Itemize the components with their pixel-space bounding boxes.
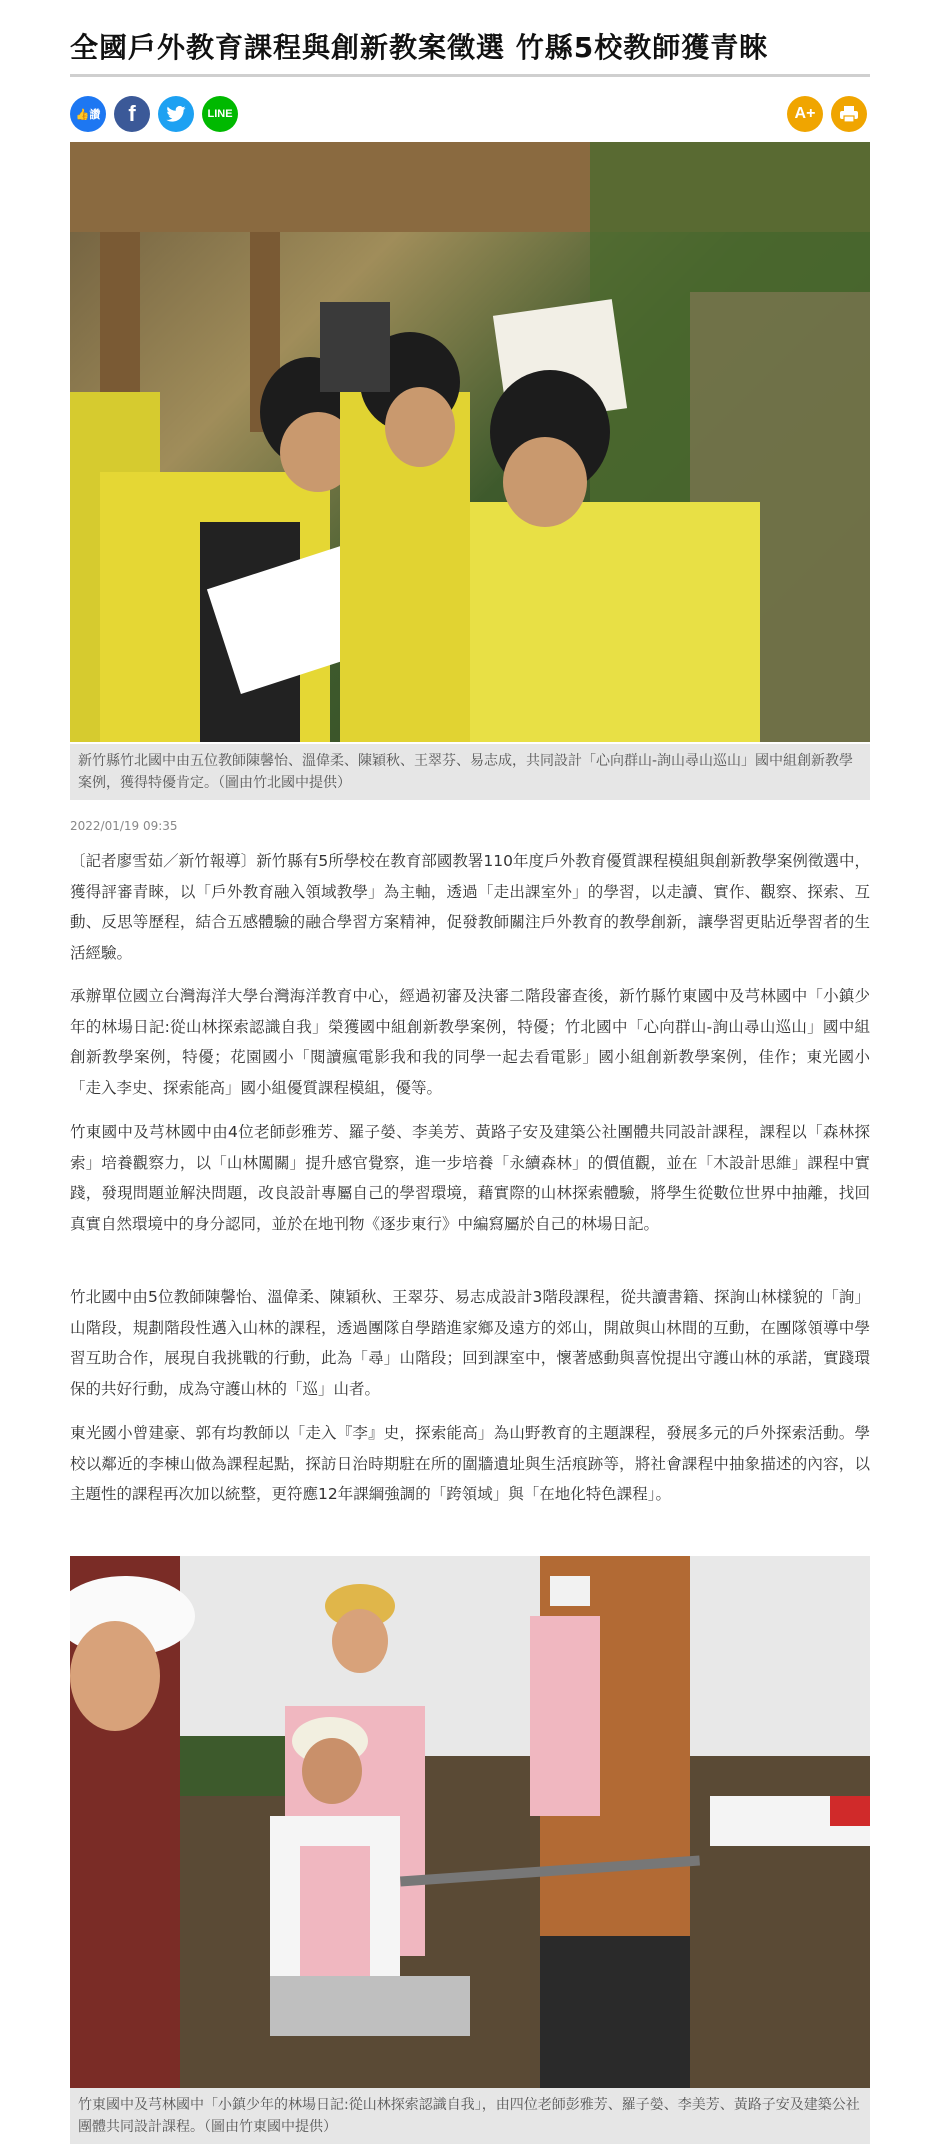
like-button[interactable]: 👍 讚: [70, 96, 106, 132]
twitter-icon: [166, 106, 186, 122]
printer-icon: [839, 105, 859, 123]
article-paragraph: 竹東國中及芎林國中由4位老師彭雅芳、羅子嫈、李美芳、黃路子安及建築公社團體共同設計課程，課程以「森林探索」培養觀察力，以「山林闖關」提升感官覺察，進一步培養「永續森林」的價值觀，並在「木設計思維」課程中實踐，發現問題並解決問題，改良設計專屬自己的學習環境，藉實際的山林探索體驗，將學生從數位世界中抽離，找回真實自然環境中的身分認同，並於在地刊物《逐步東行》中編寫屬於自己的林場日記。: [70, 1123, 870, 1233]
article-title: 全國戶外教育課程與創新教案徵選 竹縣5校教師獲青睞: [70, 31, 769, 64]
article-paragraph: 〔記者廖雪茹／新竹報導〕新竹縣有5所學校在教育部國教署110年度戶外教育優質課程模組與創新教學案例徵選中，獲得評審青睞，以「戶外教育融入領域教學」為主軸，透過「走出課室外」的學習，以走讀、實作、觀察、探索、互動、反思等歷程，結合五感體驗的融合學習方案精神，促發教師關注戶外教育的教學創新，讓學習更貼近學習者的生活經驗。: [70, 852, 870, 962]
line-share-button[interactable]: [202, 96, 238, 132]
article-paragraph: 承辦單位國立台灣海洋大學台灣海洋教育中心，經過初審及決審二階段審查後，新竹縣竹東國中及芎林國中「小鎮少年的林場日記:從山林探索認識自我」榮獲國中組創新教學案例，特優；竹北國中「心向群山-詢山尋山巡山」國中組創新教學案例，特優；花園國小「閱讀瘋電影我和我的同學一起去看電影」國小組創新教學案例，佳作；東光國小「走入李史、探索能高」國小組優質課程模組，優等。: [70, 987, 870, 1097]
photo-caption: 竹東國中及芎林國中「小鎮少年的林場日記:從山林探索認識自我」，由四位老師彭雅芳、羅子嫈、李美芳、黃路子安及建築公社團體共同設計課程。（圖由竹東國中提供）: [70, 2088, 870, 2144]
title-divider: [70, 74, 870, 77]
photo-caption: 新竹縣竹北國中由五位教師陳馨怡、溫偉柔、陳穎秋、王翠芬、易志成，共同設計「心向群山-詢山尋山巡山」國中組創新教學案例，獲得特優肯定。（圖由竹北國中提供）: [70, 744, 870, 800]
article-paragraph: 竹北國中由5位教師陳馨怡、溫偉柔、陳穎秋、王翠芬、易志成設計3階段課程，從共讀書籍、探詢山林樣貌的「詢」山階段，規劃階段性邁入山林的課程，透過團隊自學踏進家鄉及遠方的郊山，開啟與山林間的互動，在團隊領導中學習互助合作，展現自我挑戰的行動，此為「尋」山階段；回到課室中，懷著感動與喜悅提出守護山林的承諾，實踐環保的共好行動，成為守護山林的「巡」山者。: [70, 1288, 870, 1398]
article-paragraph: 東光國小曾建豪、郭有均教師以「走入『李』史，探索能高」為山野教育的主題課程，發展多元的戶外探索活動。學校以鄰近的李棟山做為課程起點，探訪日治時期駐在所的圍牆遺址與生活痕跡等，將社會課程中抽象描述的內容，以主題性的課程再次加以統整，更符應12年課綱強調的「跨領域」與「在地化特色課程」。: [70, 1424, 870, 1503]
print-button[interactable]: [831, 96, 867, 132]
font-size-icon: A+: [794, 105, 816, 122]
article-photo-students-sawing: [70, 1556, 870, 2088]
twitter-share-button[interactable]: [158, 96, 194, 132]
font-size-button[interactable]: [787, 96, 823, 132]
thumbs-up-icon: 👍: [75, 108, 90, 121]
article-photo-students-map: [70, 142, 870, 742]
publish-date: 2022/01/19 09:35: [70, 819, 178, 833]
line-icon: LINE: [207, 108, 233, 120]
facebook-share-button[interactable]: [114, 96, 150, 132]
facebook-icon: f: [128, 101, 136, 126]
